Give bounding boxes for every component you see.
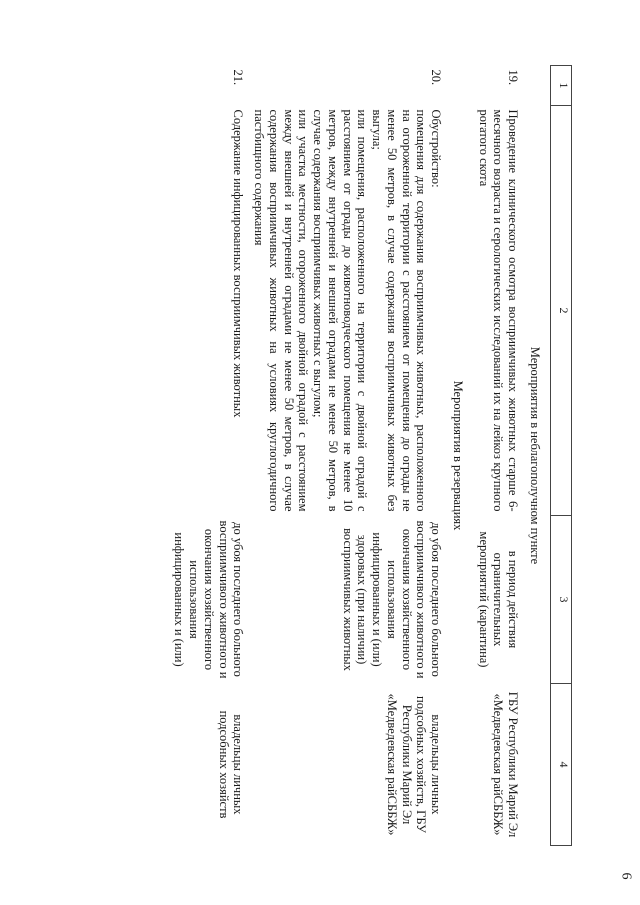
- section-title: Мероприятия в резервациях: [451, 380, 465, 531]
- row-term: в период действия ограничительных мероприятий (карантина): [476, 531, 521, 668]
- column-number-row: [551, 66, 572, 846]
- row-description: Проведение клинического осмотра восприимчивых животных старше 6-месячного возраста и серологических исследований их на лейкоз крупного рогатого скота: [476, 109, 521, 512]
- table-row: [249, 66, 447, 846]
- row-number: 21.: [231, 69, 246, 86]
- section-heading-row: [523, 66, 550, 846]
- section-heading-row: [446, 66, 473, 846]
- description-line: или помещения, расположенного на территории с двойной оградой с расстоянием от ограды до животноводческого помещения не менее 10 метров, между внутренней и внешней оградами не менее 50 метров, в случае содержания восприимчивых животных с выгулом;: [311, 109, 370, 512]
- row-term: до убоя последнего больного восприимчивого животного и окончания хозяйственного использования инфицированных и (или): [172, 520, 246, 679]
- description-line: помещения для содержания восприимчивых животных, расположенного на огороженной территории с расстоянием от помещения до ограды не менее 50 метров, в случае содержания восприимчивых животных без выгула;: [370, 109, 429, 512]
- description-line: или участка местности, огороженного двойной оградой с расстоянием между внешней и внутренней оградами не менее 50 метров, в случае содержания восприимчивых животных на условиях круглогодичного пастбищного содержания: [252, 109, 311, 512]
- row-number: 20.: [429, 69, 444, 86]
- page-number: 6: [618, 872, 634, 880]
- table-row: [473, 66, 523, 846]
- section-title: Мероприятия в неблагополучном пункте: [528, 346, 542, 565]
- row-term: до убоя последнего больного восприимчивого животного и окончания хозяйственного использования инфицированных и (или) здоровых (при наличии) восприимчивых животных: [340, 520, 444, 679]
- column-number-4: 4: [551, 684, 572, 846]
- row-responsible: ГБУ Республики Марий Эл «Медведевская райСББЖ»: [491, 691, 521, 838]
- column-number-2: 2: [551, 106, 572, 516]
- row-description: [249, 106, 447, 516]
- rotated-table-sheet: [62, 65, 572, 845]
- row-description: Содержание инфицированных восприимчивых животных: [231, 109, 246, 418]
- table-row: [169, 66, 249, 846]
- column-number-3: 3: [551, 516, 572, 684]
- row-responsible: владельцы личных подсобных хозяйств, ГБУ Республики Марий Эл «Медведевская райСББЖ»: [385, 693, 444, 836]
- row-number: 19.: [506, 69, 521, 86]
- measures-table: [169, 65, 572, 846]
- row-responsible: владельцы личных подсобных хозяйств: [216, 710, 246, 819]
- column-number-1: 1: [551, 66, 572, 106]
- description-line: Обустройство:: [429, 109, 444, 188]
